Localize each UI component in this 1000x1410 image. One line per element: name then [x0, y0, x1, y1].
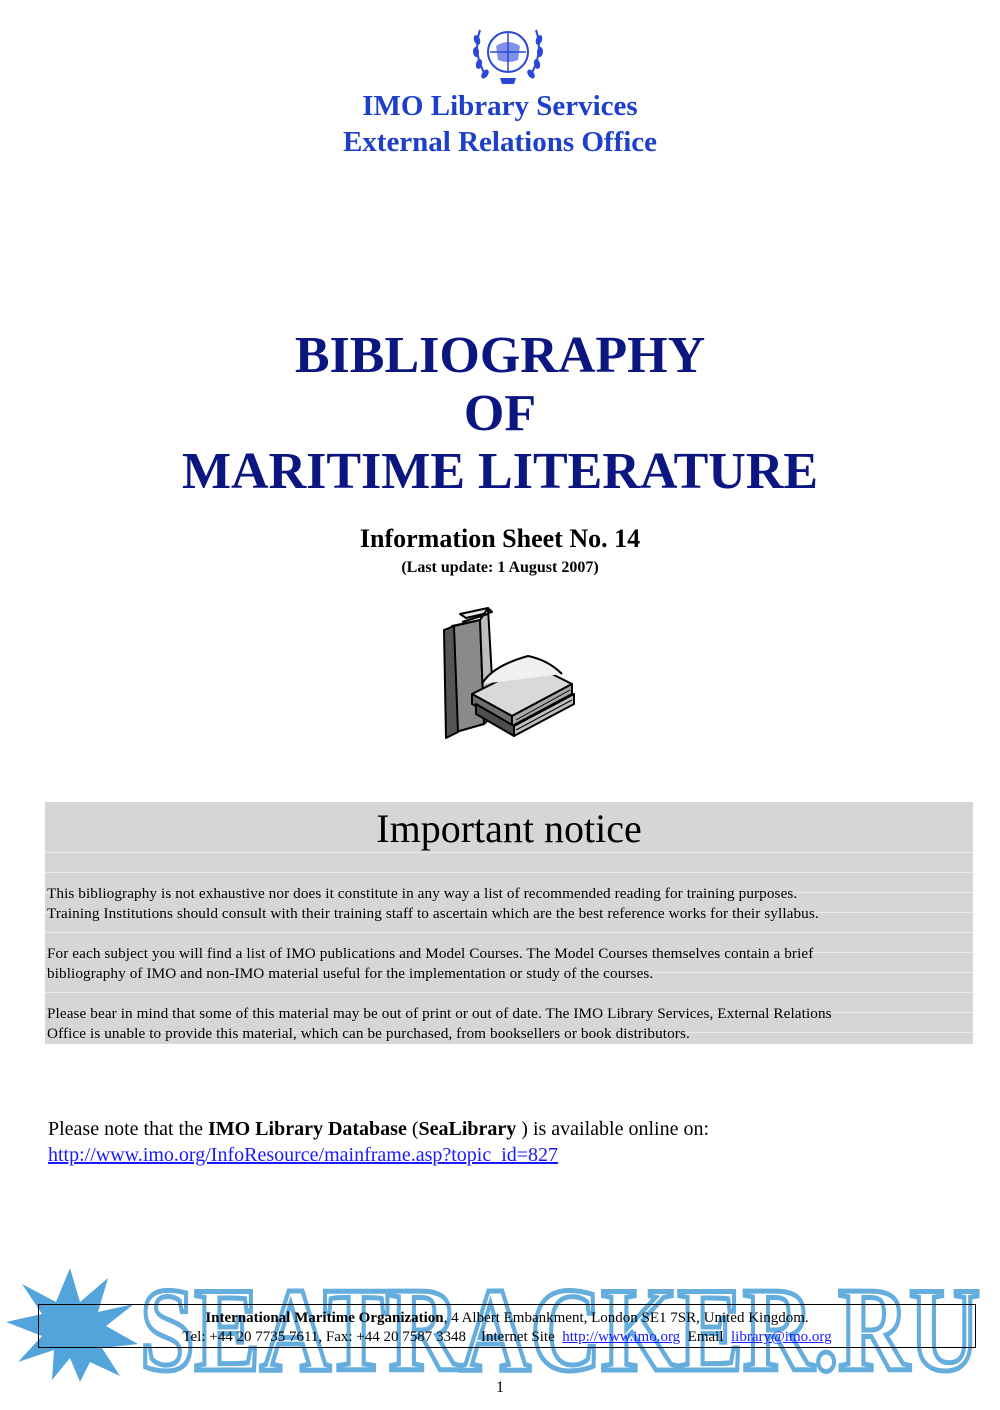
footer-address-box: [38, 1304, 976, 1348]
notice-paragraph-1: [47, 884, 973, 924]
notice-paragraph-3-line-2: Office is unable to provide this material, which can be purchased, from booksellers or book distributors.: [47, 1025, 690, 1042]
footer-email-label: Email: [680, 1329, 731, 1345]
books-icon: [432, 604, 578, 744]
database-note: [48, 1116, 709, 1142]
notice-paragraph-2: [47, 944, 973, 984]
header-line-2: External Relations Office: [342, 126, 658, 158]
document-title-line-3: MARITIME LITERATURE: [181, 443, 819, 500]
notice-paragraph-3: [47, 1004, 973, 1044]
imo-emblem-icon: [468, 18, 548, 88]
page-number: 1: [496, 1379, 504, 1396]
footer-line-1: [39, 1308, 975, 1328]
footer-address: , 4 Albert Embankment, London SE1 7SR, United Kingdom.: [443, 1310, 809, 1326]
important-notice-box: [45, 802, 973, 1044]
document-title-line-1: BIBLIOGRAPHY: [294, 327, 706, 384]
database-note-mid: (: [406, 1118, 419, 1140]
notice-paragraph-2-line-2: bibliography of IMO and non-IMO material useful for the implementation or study of the courses.: [47, 965, 654, 982]
footer-org-name: International Maritime Organization: [205, 1310, 444, 1326]
notice-paragraph-1-line-2: Training Institutions should consult with their training staff to ascertain which are the best reference works for their syllabus.: [47, 905, 819, 922]
database-short-name: SeaLibrary: [418, 1118, 517, 1140]
footer-email-link[interactable]: library@imo.org: [731, 1329, 832, 1345]
database-name: IMO Library Database: [207, 1118, 407, 1140]
header-line-1: IMO Library Services: [362, 90, 638, 122]
notice-paragraph-1-line-1: This bibliography is not exhaustive nor does it constitute in any way a list of recommended reading for training purposes.: [47, 885, 798, 902]
notice-paragraph-3-line-1: Please bear in mind that some of this material may be out of print or out of date. The IMO Library Services, External Relations: [47, 1005, 832, 1022]
notice-title: Important notice: [376, 806, 642, 851]
last-update-date: (Last update: 1 August 2007): [401, 559, 599, 576]
information-sheet-number: Information Sheet No. 14: [359, 524, 641, 553]
footer-site-link[interactable]: http://www.imo.org: [562, 1329, 681, 1345]
database-url-link[interactable]: http://www.imo.org/InfoResource/mainframe.asp?topic_id=827: [48, 1144, 559, 1166]
notice-paragraph-2-line-1: For each subject you will find a list of IMO publications and Model Courses. The Model Courses themselves contain a brief: [47, 945, 814, 962]
database-note-prefix: Please note that the: [48, 1118, 208, 1140]
document-title-line-2: OF: [463, 385, 537, 442]
watermark-text: SEATRACKER.RU: [140, 1263, 980, 1382]
footer-contact: Tel: +44 20 7735 7611, Fax: +44 20 7587 3348 Internet Site: [182, 1329, 563, 1345]
database-note-suffix: ) is available online on:: [516, 1118, 710, 1140]
footer-line-2: [39, 1327, 975, 1347]
